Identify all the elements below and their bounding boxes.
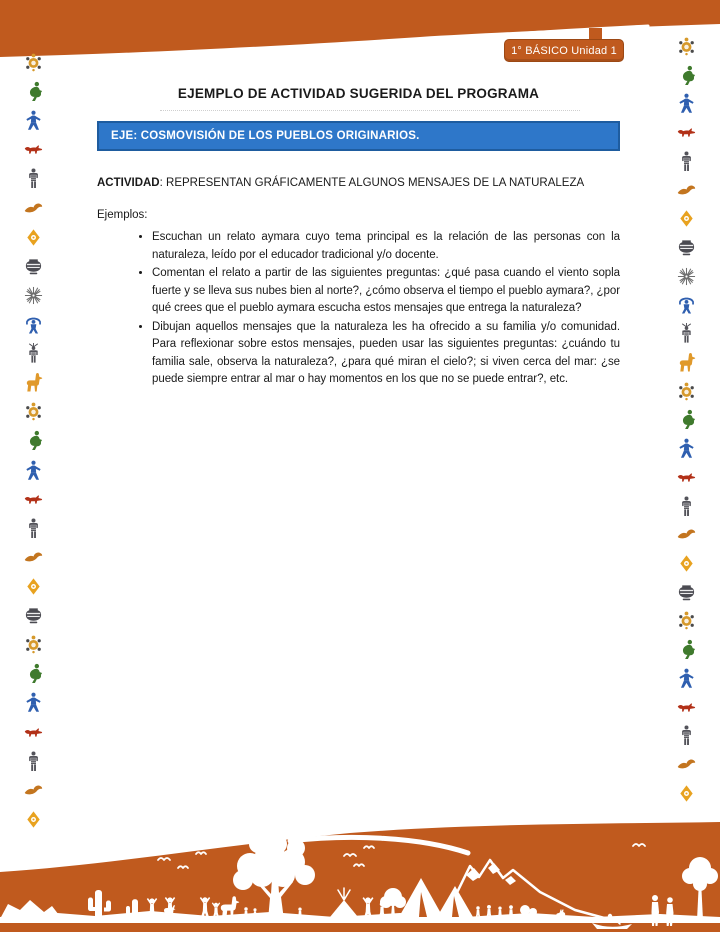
list-item: • Comentan el relato a partir de las siguientes preguntas: ¿qué pasa cuando el viento sopla fuerte y se lleva sus nubes bien al norte?, ¿cómo observa el tiempo el pueblo aymara?, ¿por qué crees que el pueblo aymara escucha estos mensajes que entrega la naturaleza? — [152, 265, 620, 318]
green-figure-icon — [677, 639, 696, 660]
fox-icon — [24, 139, 43, 160]
left-pictograph-column — [13, 52, 53, 830]
turtle-icon — [24, 634, 43, 655]
green-figure-icon — [677, 65, 696, 86]
green-figure-icon — [24, 430, 43, 451]
flower-icon — [677, 553, 696, 574]
llama-icon — [24, 372, 43, 393]
turtle-icon — [24, 52, 43, 73]
pot-icon — [677, 237, 696, 258]
blue-figure-icon — [677, 668, 696, 689]
headdress-figure-icon — [677, 323, 696, 344]
activity-label: ACTIVIDAD — [97, 177, 160, 189]
fox-icon — [677, 697, 696, 718]
page-title: EJEMPLO DE ACTIVIDAD SUGERIDA DEL PROGRAMA — [177, 86, 540, 101]
unit-badge — [504, 39, 624, 62]
pot-icon — [24, 256, 43, 277]
llama-icon — [677, 352, 696, 373]
condor-icon — [677, 754, 696, 775]
person-icon — [24, 518, 43, 539]
turtle-icon — [24, 401, 43, 422]
activity-text: : REPRESENTAN GRÁFICAMENTE ALGUNOS MENSAJES DE LA NATURALEZA — [159, 177, 585, 189]
flower-icon — [677, 208, 696, 229]
condor-icon — [24, 198, 43, 219]
activity-line — [97, 177, 620, 189]
condor-icon — [24, 547, 43, 568]
right-pictograph-column — [666, 36, 706, 804]
turtle-icon — [677, 610, 696, 631]
person-icon — [677, 496, 696, 517]
fox-icon — [677, 467, 696, 488]
canopy-figure-icon — [677, 294, 696, 315]
unit-badge-label: 1° BÁSICO Unidad 1 — [511, 44, 617, 57]
footer-landscape-illustration — [0, 820, 720, 932]
list-item: • Escuchan un relato aymara cuyo tema principal es la relación de las personas con la naturaleza, leído por el educador tradicional y/o docente. — [152, 229, 620, 264]
pot-icon — [677, 582, 696, 603]
examples-list — [97, 229, 620, 389]
blue-figure-icon — [677, 93, 696, 114]
condor-icon — [677, 524, 696, 545]
person-icon — [677, 725, 696, 746]
condor-icon — [677, 180, 696, 201]
headdress-figure-icon — [24, 343, 43, 364]
blue-figure-icon — [677, 438, 696, 459]
person-icon — [24, 168, 43, 189]
eje-banner — [97, 121, 620, 151]
turtle-icon — [677, 381, 696, 402]
eje-banner-label: EJE: COSMOVISIÓN DE LOS PUEBLOS ORIGINARIOS. — [111, 130, 420, 142]
canopy-figure-icon — [24, 314, 43, 335]
fox-icon — [24, 489, 43, 510]
blue-figure-icon — [24, 110, 43, 131]
person-icon — [677, 151, 696, 172]
flower-icon — [24, 576, 43, 597]
condor-icon — [24, 780, 43, 801]
green-figure-icon — [24, 663, 43, 684]
fox-icon — [677, 122, 696, 143]
list-item: • Dibujan aquellos mensajes que la naturaleza les ha ofrecido a su familia y/o comunidad. Para reflexionar sobre estos mensajes, pueden usar las siguientes preguntas: ¿cuándo tu familia sale, observa la naturaleza?, ¿para qué miran el cielo?; si viven cerca del mar: ¿se puede siempre entrar al mar o hay momentos en los que no se puede entrar?, etc. — [152, 319, 620, 389]
fox-icon — [24, 722, 43, 743]
green-figure-icon — [24, 81, 43, 102]
person-icon — [24, 751, 43, 772]
flower-icon — [24, 227, 43, 248]
blue-figure-icon — [24, 460, 43, 481]
blue-figure-icon — [24, 692, 43, 713]
sun-icon — [677, 266, 696, 287]
content-area — [97, 86, 620, 390]
green-figure-icon — [677, 409, 696, 430]
turtle-icon — [677, 36, 696, 57]
sun-icon — [24, 285, 43, 306]
pot-icon — [24, 605, 43, 626]
examples-label: Ejemplos: — [97, 209, 148, 221]
flower-icon — [677, 783, 696, 804]
